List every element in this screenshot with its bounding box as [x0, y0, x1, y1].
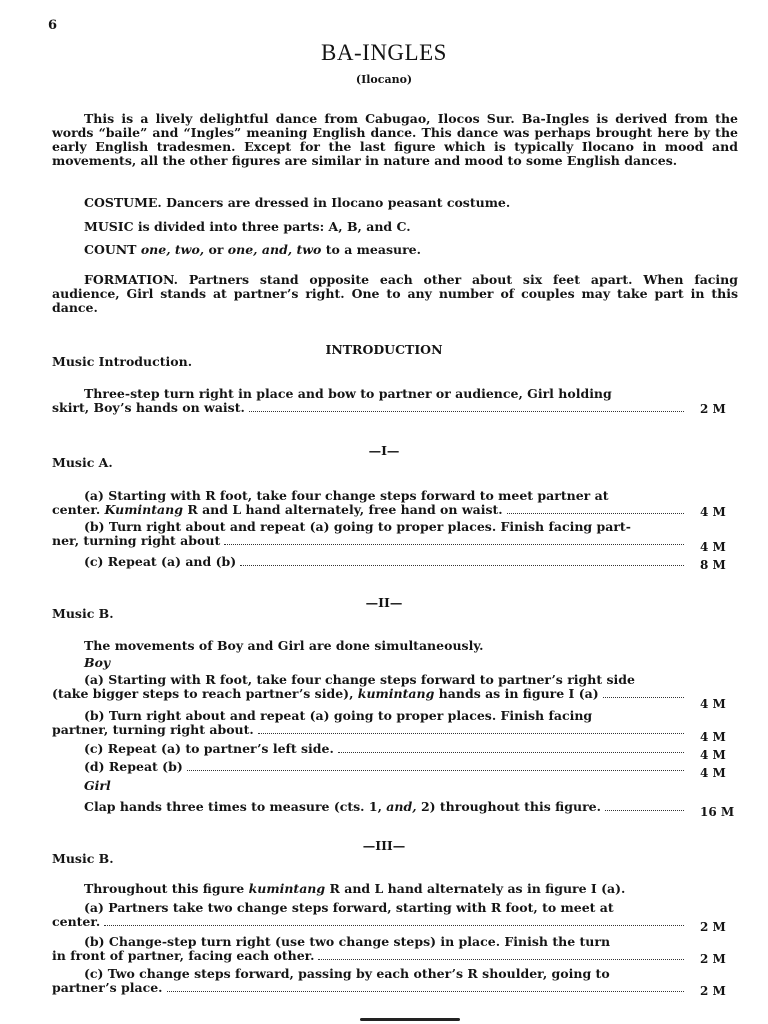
- count-part-2: or: [208, 242, 224, 257]
- music-line: MUSIC is divided into three parts: A, B, and C.: [84, 219, 411, 234]
- figure-2-heading: —II—: [365, 595, 403, 610]
- figure-3-heading: —III—: [362, 838, 406, 853]
- figure-1-b-line-2: ner, turning right about: [52, 533, 221, 548]
- figure-3-intro-post: R and L hand alternately as in figure I (a).: [329, 881, 626, 896]
- figure-3-a-line-1: (a) Partners take two change steps forward, starting with R foot, to meet at: [84, 900, 614, 915]
- figure-3-c-line-1: (c) Two change steps forward, passing by each other’s R shoulder, going to: [84, 966, 610, 981]
- figure-2-a-line-2-pre: (take bigger steps to reach partner’s side),: [52, 686, 354, 701]
- leader-dots: [338, 752, 684, 753]
- introduction-measure: 2 M: [700, 402, 726, 416]
- figure-3-c-line-2: partner’s place.: [52, 980, 163, 995]
- page-subtitle: (Ilocano): [355, 73, 413, 86]
- figure-1-a-line-2-post: R and L hand alternately, free hand on waist.: [187, 502, 503, 517]
- figure-2-girl-line-post: 2) throughout this figure.: [420, 799, 601, 814]
- leader-dots: [507, 513, 684, 514]
- figure-2-girl-label: Girl: [84, 778, 111, 793]
- figure-2-c-measure: 4 M: [700, 748, 726, 762]
- figure-2-item-b: [52, 709, 688, 737]
- figure-1-b-line-1: (b) Turn right about and repeat (a) going to proper places. Finish facing part-: [84, 519, 631, 534]
- figure-3-b-measure: 2 M: [700, 952, 726, 966]
- leader-dots: [318, 959, 684, 960]
- figure-3-a-line-2: center.: [52, 914, 101, 929]
- figure-1-a-line-1: (a) Starting with R foot, take four change steps forward to meet partner at: [84, 488, 609, 503]
- figure-3-intro: [84, 881, 625, 896]
- leader-dots: [167, 991, 684, 992]
- introduction-music: Music Introduction.: [52, 354, 193, 369]
- intro-paragraph: This is a lively delightful dance from Cabugao, Ilocos Sur. Ba-Ingles is derived from the words “baile” and “Ingles” meaning English dance. This dance was perhaps brought here by the early English tradesmen. Except for the last figure which is typically Ilocano in mood and movements, all the other figures are similar in nature and mood to some English dances.: [52, 111, 738, 168]
- figure-2-b-line-1: (b) Turn right about and repeat (a) going to proper places. Finish facing: [84, 708, 593, 723]
- figure-3-b-line-2: in front of partner, facing each other.: [52, 948, 315, 963]
- figure-2-b-line-2: partner, turning right about.: [52, 722, 254, 737]
- figure-2-girl-measure: 16 M: [700, 805, 735, 819]
- leader-dots: [605, 810, 684, 811]
- figure-2-a-line-2-italic: kumintang: [357, 686, 435, 701]
- count-part-1: one, two,: [140, 242, 205, 257]
- figure-2-a-line-2-post: hands as in figure I (a): [438, 686, 599, 701]
- figure-3-intro-italic: kumintang: [248, 881, 326, 896]
- leader-dots: [240, 565, 684, 566]
- figure-1-music: Music A.: [52, 455, 113, 470]
- figure-1-item-b: [52, 520, 688, 548]
- figure-1-c-measure: 8 M: [700, 558, 726, 572]
- leader-dots: [249, 411, 684, 412]
- figure-3-item-a: [52, 901, 688, 929]
- figure-2-d-line: (d) Repeat (b): [84, 759, 183, 774]
- figure-2-c-line: (c) Repeat (a) to partner’s left side.: [84, 741, 334, 756]
- figure-1-a-line-2-italic: Kumintang: [104, 502, 183, 517]
- figure-3-intro-pre: Throughout this figure: [84, 881, 245, 896]
- figure-3-item-c: [52, 967, 688, 995]
- introduction-heading: INTRODUCTION: [325, 342, 443, 357]
- leader-dots: [603, 697, 684, 698]
- figure-2-girl-line-italic: and,: [386, 799, 417, 814]
- figure-1-b-measure: 4 M: [700, 540, 726, 554]
- figure-2-intro: The movements of Boy and Girl are done simultaneously.: [84, 638, 484, 653]
- costume-line: COSTUME. Dancers are dressed in Ilocano peasant costume.: [84, 195, 511, 210]
- figure-3-music: Music B.: [52, 851, 114, 866]
- introduction-item: [52, 387, 688, 415]
- figure-1-a-measure: 4 M: [700, 505, 726, 519]
- figure-2-a-line-1: (a) Starting with R foot, take four change steps forward to partner’s right side: [84, 672, 635, 687]
- figure-2-a-measure: 4 M: [700, 697, 726, 711]
- formation-paragraph: FORMATION. Partners stand opposite each other about six feet apart. When facing audience, Girl stands at partner’s right. One to any number of couples may take part in this dance.: [52, 272, 738, 315]
- figure-3-c-measure: 2 M: [700, 984, 726, 998]
- leader-dots: [224, 544, 684, 545]
- leader-dots: [187, 770, 684, 771]
- figure-2-girl-item: [84, 799, 688, 814]
- bottom-rule: [360, 1018, 460, 1021]
- figure-2-girl-line-pre: Clap hands three times to measure (cts. 1,: [84, 799, 382, 814]
- count-part-4: to a measure.: [325, 242, 421, 257]
- figure-1-heading: —I—: [368, 443, 400, 458]
- figure-1-item-a: [52, 489, 688, 517]
- figure-2-b-measure: 4 M: [700, 730, 726, 744]
- count-prefix: COUNT: [84, 242, 137, 257]
- figure-3-b-line-1: (b) Change-step turn right (use two change steps) in place. Finish the turn: [84, 934, 611, 949]
- page-number: 6: [48, 18, 58, 33]
- count-line: [84, 242, 421, 257]
- figure-2-boy-label: Boy: [84, 655, 111, 670]
- figure-1-a-line-2-pre: center.: [52, 502, 101, 517]
- figure-2-item-c: [84, 741, 688, 756]
- figure-2-item-a: [52, 673, 688, 701]
- introduction-line-1: Three-step turn right in place and bow to partner or audience, Girl holding: [84, 386, 612, 401]
- page-title: BA-INGLES: [321, 40, 447, 65]
- count-part-3: one, and, two: [227, 242, 322, 257]
- figure-3-item-b: [52, 935, 688, 963]
- leader-dots: [258, 733, 684, 734]
- figure-2-item-d: [84, 759, 688, 774]
- introduction-line-2: skirt, Boy’s hands on waist.: [52, 400, 245, 415]
- figure-2-music: Music B.: [52, 606, 114, 621]
- figure-2-d-measure: 4 M: [700, 766, 726, 780]
- figure-1-item-c: [84, 554, 688, 569]
- figure-1-c-line: (c) Repeat (a) and (b): [84, 554, 237, 569]
- leader-dots: [104, 925, 684, 926]
- figure-3-a-measure: 2 M: [700, 920, 726, 934]
